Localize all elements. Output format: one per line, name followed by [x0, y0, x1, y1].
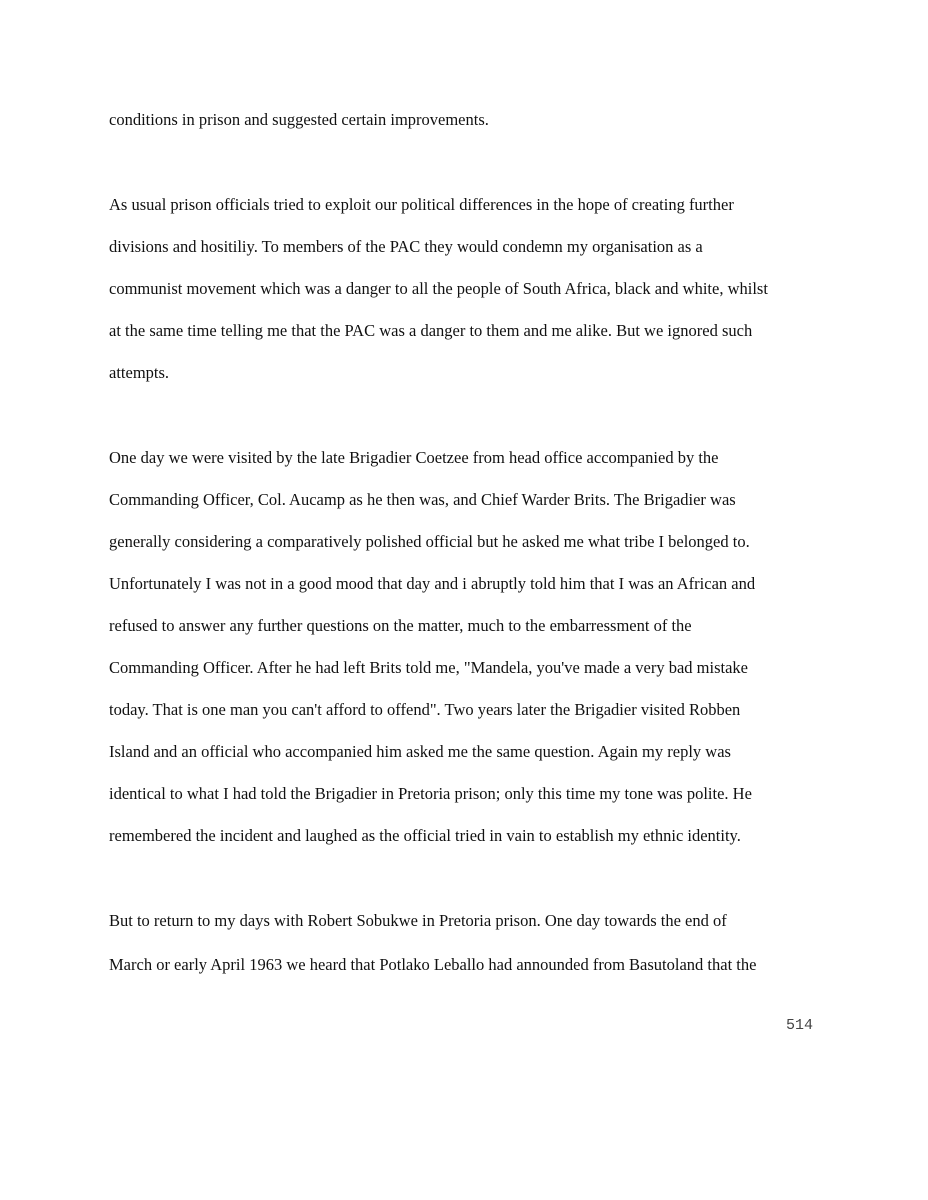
text-line: at the same time telling me that the PAC was a danger to them and me alike. But we ignored such	[109, 321, 753, 340]
text-line: One day we were visited by the late Brigadier Coetzee from head office accompanied by the	[109, 448, 719, 467]
text-line: As usual prison officials tried to exploit our political differences in the hope of creating further	[109, 195, 734, 214]
text-line: communist movement which was a danger to all the people of South Africa, black and white, whilst	[109, 279, 768, 298]
text-line: Island and an official who accompanied him asked me the same question. Again my reply was	[109, 742, 731, 761]
text-line: But to return to my days with Robert Sobukwe in Pretoria prison. One day towards the end of	[109, 911, 727, 930]
text-line: divisions and hositiliy. To members of the PAC they would condemn my organisation as a	[109, 237, 703, 256]
text-line: Unfortunately I was not in a good mood that day and i abruptly told him that I was an African and	[109, 574, 756, 593]
text-line: identical to what I had told the Brigadier in Pretoria prison; only this time my tone was polite. He	[109, 784, 752, 803]
page-number: 514	[786, 1017, 814, 1034]
text-line: remembered the incident and laughed as the official tried in vain to establish my ethnic identity.	[109, 826, 741, 845]
text-line: Commanding Officer, Col. Aucamp as he then was, and Chief Warder Brits. The Brigadier was	[109, 490, 736, 509]
text-line: conditions in prison and suggested certain improvements.	[109, 110, 489, 129]
text-line: generally considering a comparatively polished official but he asked me what tribe I belonged to.	[109, 532, 750, 551]
text-line: today. That is one man you can't afford to offend". Two years later the Brigadier visited Robben	[109, 700, 741, 719]
text-line: refused to answer any further questions on the matter, much to the embarressment of the	[109, 616, 692, 635]
text-line: Commanding Officer. After he had left Brits told me, "Mandela, you've made a very bad mistake	[109, 658, 748, 677]
text-line: March or early April 1963 we heard that Potlako Leballo had announded from Basutoland that the	[109, 955, 757, 974]
text-line: attempts.	[109, 363, 170, 382]
